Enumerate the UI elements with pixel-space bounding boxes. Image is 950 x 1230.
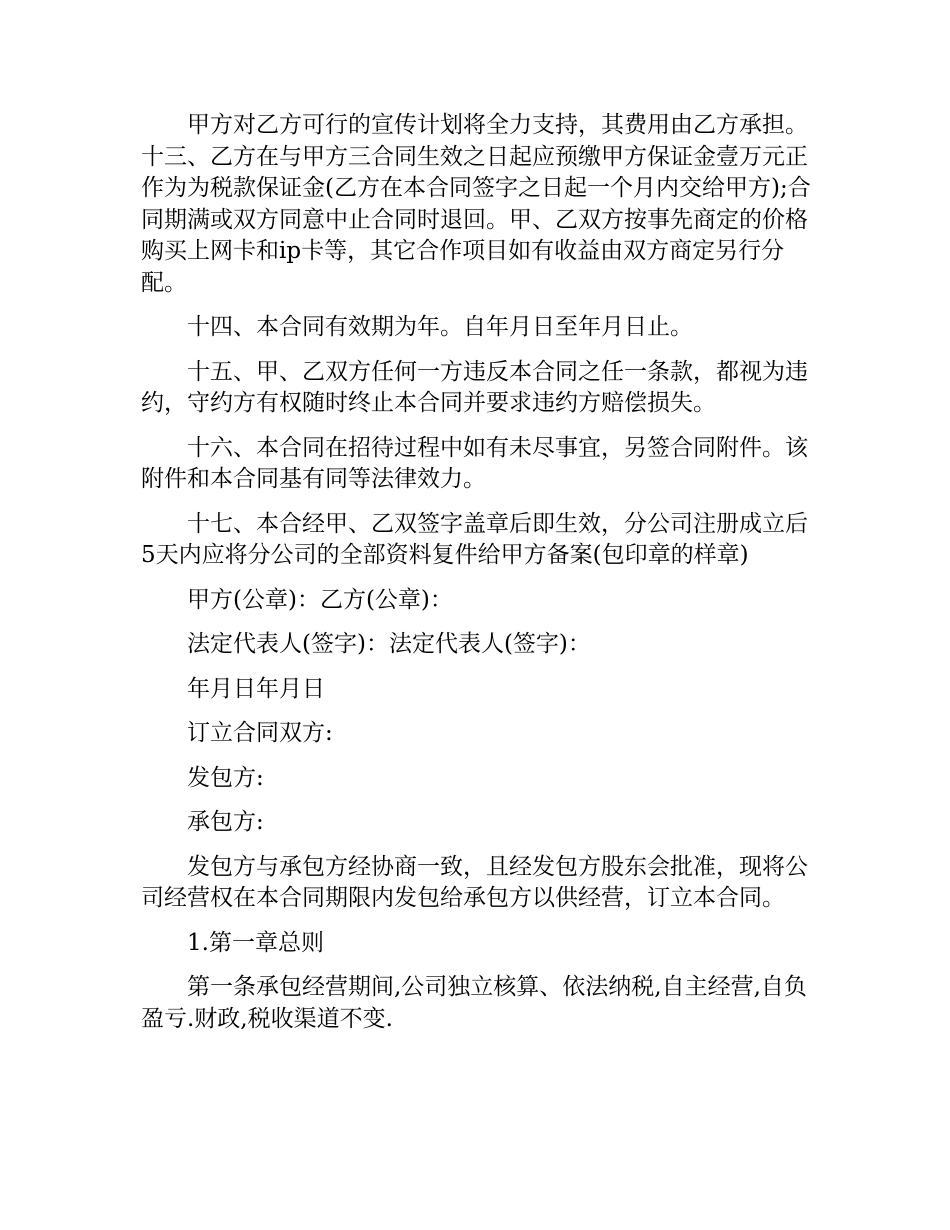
chapter-heading: 1.第一章总则 [187,929,324,956]
paragraph-term: 十四、本合同有效期为年。自年月日至年月日止。 [187,314,693,340]
signature-dates: 年月日年月日 [187,675,325,702]
contractee-label: 承包方: [187,809,264,835]
article-one: 第一条承包经营期间,公司独立核算、依法纳税,自主经营,自负盈亏.财政,税收渠道不变. [141,974,807,1032]
signature-representatives: 法定代表人(签字)：法定代表人(签字)： [187,631,591,657]
paragraph-breach: 十五、甲、乙双方任何一方违反本合同之任一条款，都视为违约，守约方有权随时终止本合同并要求违约方赔偿损失。 [141,358,808,416]
paragraph-supplement: 十六、本合同在招待过程中如有未尽事宜，另签合同附件。该附件和本合同基有同等法律效力。 [141,434,808,492]
contract-parties-heading: 订立合同双方: [187,720,333,746]
paragraph-promotion-deposit: 甲方对乙方可行的宣传计划将全力支持，其费用由乙方承担。十三、乙方在与甲方三合同生效之日起应预缴甲方保证金壹万元正作为为税款保证金(乙方在本合同签字之日起一个月内交给甲方);合同期满或双方同意中止合同时退回。甲、乙双方按事先商定的价格购买上网卡和ip卡等，其它合作项目如有收益由双方商定另行分配。 [141,112,811,296]
signature-seals: 甲方(公章)：乙方(公章)： [187,586,453,613]
paragraph-effective: 十七、本合经甲、乙双签字盖章后即生效，分公司注册成立后5天内应将分公司的全部资料复件给甲方备案(包印章的样章) [141,510,808,568]
document-body [141,110,821,1048]
paragraph-preamble: 发包方与承包方经协商一致，且经发包方股东会批准，现将公司经营权在本合同期限内发包给承包方以供经营，订立本合同。 [141,853,808,911]
contractor-label: 发包方: [187,764,264,791]
